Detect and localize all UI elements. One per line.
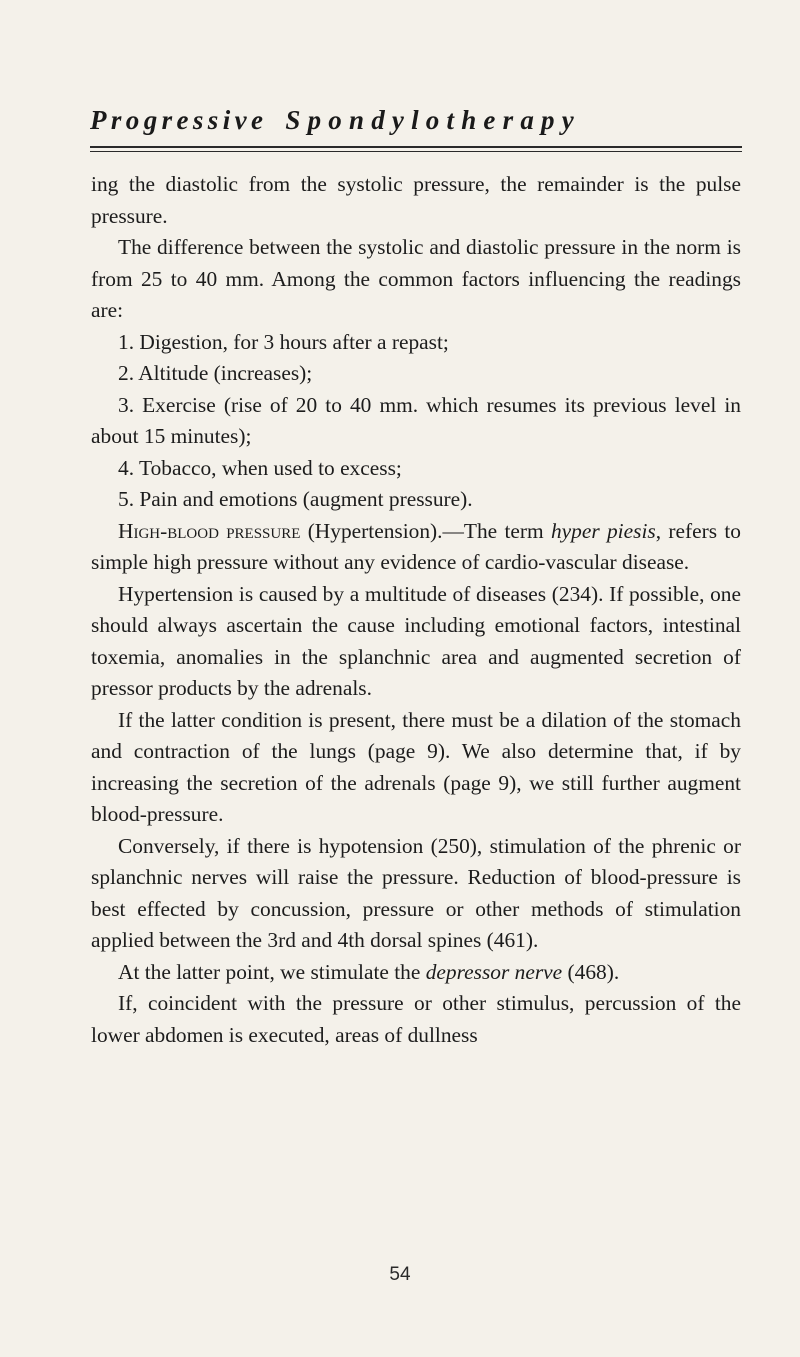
paragraph-hypertension-causes: Hypertension is caused by a multitude of diseases (234). If possible, one should always ascertain the cause including emotional factors, intestinal toxemia, anomalies in the splanchnic area and augmented secretion of pressor products by the adrenals.: [91, 581, 741, 700]
body-text: [91, 169, 741, 1051]
paragraph-percussion: If, coincident with the pressure or other stimulus, percussion of the lower abdomen is executed, areas of dullness: [91, 991, 741, 1047]
list-item-4: 4. Tobacco, when used to excess;: [118, 455, 402, 480]
term-hyper-piesis: hyper piesis: [550, 518, 656, 543]
section-heading: High-blood pressure: [118, 518, 301, 543]
running-head-word-2: Spondylotherapy: [285, 105, 581, 135]
term-depressor-nerve: depressor nerve: [425, 959, 563, 984]
list-item-5: 5. Pain and emotions (augment pressure).: [118, 487, 473, 511]
page-number: 54: [389, 1264, 411, 1285]
paragraph-depressor-nerve: At the latter point, we stimulate the depressor nerve (468).: [118, 959, 620, 984]
paragraph-adrenals: If the latter condition is present, there must be a dilation of the stomach and contraction of the lungs (page 9). We also determine that, if by increasing the secretion of the adrenals (page 9), we still further augment blood-pressure.: [91, 707, 741, 826]
running-head-word-1: Progressive: [90, 105, 268, 135]
paragraph-pulse-pressure: The difference between the systolic and diastolic pressure in the norm is from 25 to 40 mm. Among the common factors influencing the readings are:: [91, 235, 741, 322]
list-item-1: 1. Digestion, for 3 hours after a repast;: [118, 329, 449, 354]
header-rule-thick: [90, 146, 742, 148]
paragraph-high-blood-pressure: High-blood pressure (Hypertension).—The term hyper piesis, refers to simple high pressure without any evidence of cardio-vascular disease.: [91, 518, 741, 574]
header-rule-thin: [90, 151, 742, 152]
paragraph-continuation: ing the diastolic from the systolic pressure, the remainder is the pulse pressure.: [91, 172, 741, 228]
running-head: [90, 102, 740, 138]
paragraph-hypotension: Conversely, if there is hypotension (250), stimulation of the phrenic or splanchnic nerves will raise the pressure. Reduction of blood-pressure is best effected by concussion, pressure or other methods of stimulation applied between the 3rd and 4th dorsal spines (461).: [91, 833, 741, 952]
list-item-3: 3. Exercise (rise of 20 to 40 mm. which resumes its previous level in about 15 minutes);: [91, 392, 741, 448]
list-item-2: 2. Altitude (increases);: [118, 361, 313, 385]
